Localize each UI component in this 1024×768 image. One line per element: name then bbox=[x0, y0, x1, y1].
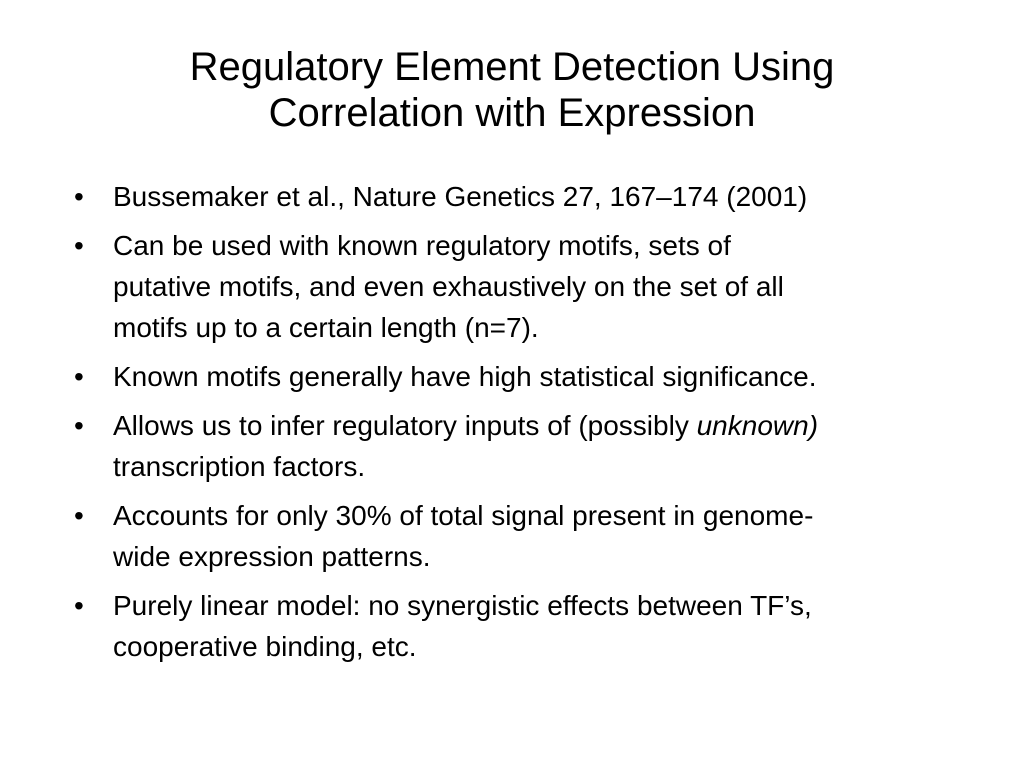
bullet-item-linear-model bbox=[74, 585, 994, 667]
bullet-text-line: motifs up to a certain length (n=7). bbox=[113, 312, 539, 343]
bullet-item-usage bbox=[74, 225, 994, 348]
bullet-item-inference bbox=[74, 405, 994, 487]
bullet-text-line: Known motifs generally have high statistical significance. bbox=[113, 361, 817, 392]
bullet-text-line: cooperative binding, etc. bbox=[113, 631, 417, 662]
title-line-2: Correlation with Expression bbox=[268, 91, 756, 135]
bullet-text-line: wide expression patterns. bbox=[113, 541, 431, 572]
bullet-text-prefix: Allows us to infer regulatory inputs of (possibly bbox=[113, 410, 697, 441]
bullet-icon: • bbox=[74, 361, 84, 392]
bullet-text-line: putative motifs, and even exhaustively on the set of all bbox=[113, 271, 784, 302]
bullet-icon: • bbox=[74, 500, 84, 531]
bullet-text-line: Bussemaker et al., Nature Genetics 27, 167–174 (2001) bbox=[113, 181, 808, 212]
slide-title bbox=[60, 44, 964, 136]
bullet-text-line: Can be used with known regulatory motifs, sets of bbox=[113, 230, 731, 261]
bullet-icon: • bbox=[74, 230, 84, 261]
bullet-text-line: transcription factors. bbox=[113, 451, 366, 482]
bullet-item-citation bbox=[74, 176, 994, 217]
bullet-icon: • bbox=[74, 181, 84, 212]
bullet-item-significance bbox=[74, 356, 994, 397]
bullet-list bbox=[74, 176, 994, 675]
bullet-text-italic: unknown) bbox=[696, 410, 819, 441]
bullet-item-signal bbox=[74, 495, 994, 577]
title-line-1: Regulatory Element Detection Using bbox=[189, 45, 835, 89]
bullet-icon: • bbox=[74, 410, 84, 441]
bullet-text-line bbox=[113, 405, 994, 446]
bullet-icon: • bbox=[74, 590, 84, 621]
bullet-text-line: Purely linear model: no synergistic effects between TF’s, bbox=[113, 590, 812, 621]
bullet-text-line: Accounts for only 30% of total signal present in genome- bbox=[113, 500, 814, 531]
